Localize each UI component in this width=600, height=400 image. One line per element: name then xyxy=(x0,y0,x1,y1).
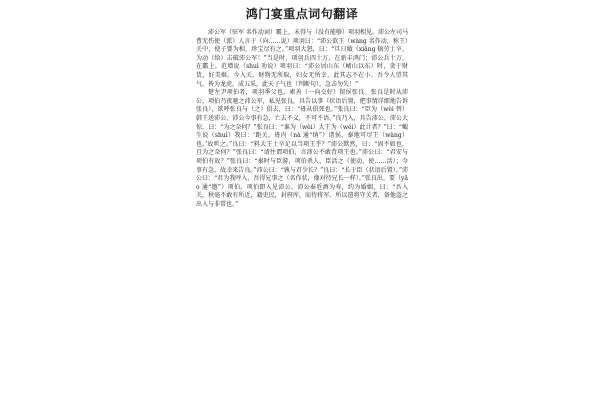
paragraph-1: 沛公军（驻军 名作动词）霸上，未得与（没有能够）项羽相见。沛公左司马曹无伤使（派）人言于（向……说）项羽曰：“沛公欲王（wàng 名作动，称王）关中，使子婴为相，珍宝尽有之。”项羽大怒，曰：“旦日飨（xiǎng 犒劳士卒，为动（给）击破沛公军！”当是时，项羽兵四十万，在新丰鸿门；沛公兵十万，在霸上。范增说（shuì 劝说）项羽曰：“沛公居山东（崤山以东）时，贪于财货，好美姬。今入关，财物无所取，妇女无所幸，此其志不在小。吾令人望其气，皆为龙虎，成五采，此天子气也（判断句）。急击勿失！” xyxy=(196,29,408,88)
paragraph-2: 楚左尹项伯者，项羽季父也，素善（一向交好）留侯张良。张良是时从沛公，项伯乃夜驰之沛公军，私见张良，具告以事（状语后置，把事情详细地告诉张良），欲呼张良与（之）俱去，曰：“毋从俱死也。”张良曰：“臣为（wèi 替）韩王送沛公，沛公今事有急，亡去不义，不可不语。”良乃入，具告沛公。沛公大惊，曰：“为之奈何？”张良曰：“谁为（wèi）大王为（wéi）此计者？”曰：“鲰生说（shuì）我曰：‘距关，毋内（nà 通“纳”）诸侯，秦地可尽王（wàng）也。’故听之。”良曰：“料大王士卒足以当项王乎？”沛公默然，曰：“固不如也，且为之奈何？”张良曰：“请往谓项伯，言沛公不敢背项王也。”沛公曰：“君安与项伯有故？”张良曰：“秦时与臣游，项伯杀人，臣活之（使动，使……活）；今事有急，故幸来告良。”沛公曰：“孰与君少长？”良曰：“长于臣（状语后置）。”沛公曰：“君为我呼入，吾得兄事之（名作状，像对待兄长一样）。”张良出，要（yāo 通“邀”）项伯。项伯即入见沛公。沛公奉卮酒为寿，约为婚姻，曰：“吾入关，秋毫不敢有所近，籍吏民，封府库，而待将军。所以遣将守关者，备他盗之出入与非常也。” xyxy=(196,89,408,208)
page-title: 鸿门宴重点词句翻译 xyxy=(245,7,359,21)
document-body xyxy=(196,6,408,396)
